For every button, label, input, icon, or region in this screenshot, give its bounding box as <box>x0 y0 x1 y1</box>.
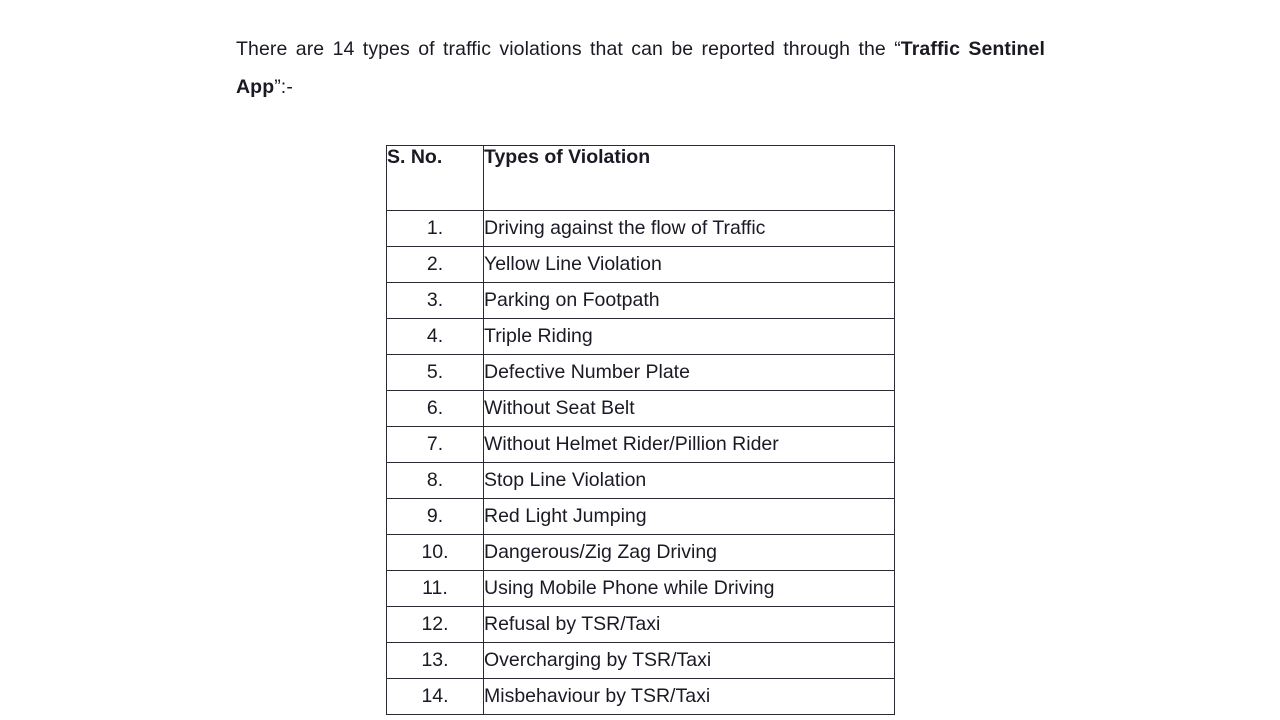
violations-table <box>386 145 895 715</box>
cell-serial-number: 10. <box>387 535 484 571</box>
table-row <box>387 463 895 499</box>
cell-violation-type: Misbehaviour by TSR/Taxi <box>484 679 895 715</box>
cell-violation-type: Dangerous/Zig Zag Driving <box>484 535 895 571</box>
cell-violation-type: Parking on Footpath <box>484 283 895 319</box>
cell-serial-number: 3. <box>387 283 484 319</box>
cell-serial-number: 4. <box>387 319 484 355</box>
cell-serial-number: 6. <box>387 391 484 427</box>
cell-violation-type: Defective Number Plate <box>484 355 895 391</box>
cell-violation-type: Triple Riding <box>484 319 895 355</box>
intro-text-part-1: There are 14 types of traffic violations that can be reported through the “ <box>236 37 901 60</box>
table-row <box>387 499 895 535</box>
table-row <box>387 319 895 355</box>
table-row <box>387 535 895 571</box>
cell-violation-type: Driving against the flow of Traffic <box>484 211 895 247</box>
intro-app-name: Traffic Sentinel App <box>236 37 1045 98</box>
table-row <box>387 607 895 643</box>
cell-violation-type: Red Light Jumping <box>484 499 895 535</box>
cell-serial-number: 2. <box>387 247 484 283</box>
cell-serial-number: 12. <box>387 607 484 643</box>
cell-violation-type: Without Helmet Rider/Pillion Rider <box>484 427 895 463</box>
cell-serial-number: 8. <box>387 463 484 499</box>
intro-text-part-2: ”:- <box>274 75 293 98</box>
table-row <box>387 391 895 427</box>
cell-violation-type: Yellow Line Violation <box>484 247 895 283</box>
cell-serial-number: 11. <box>387 571 484 607</box>
intro-paragraph <box>236 30 1045 106</box>
cell-serial-number: 14. <box>387 679 484 715</box>
column-header-types-of-violation: Types of Violation <box>484 146 895 211</box>
cell-serial-number: 9. <box>387 499 484 535</box>
table-row <box>387 355 895 391</box>
table-row <box>387 247 895 283</box>
cell-serial-number: 13. <box>387 643 484 679</box>
table-row <box>387 283 895 319</box>
table-row <box>387 643 895 679</box>
column-header-serial-number: S. No. <box>387 146 484 211</box>
cell-violation-type: Refusal by TSR/Taxi <box>484 607 895 643</box>
table-row <box>387 211 895 247</box>
cell-violation-type: Stop Line Violation <box>484 463 895 499</box>
table-row <box>387 427 895 463</box>
table-row <box>387 679 895 715</box>
table-header <box>387 146 895 211</box>
table-header-row <box>387 146 895 211</box>
cell-serial-number: 7. <box>387 427 484 463</box>
table-body <box>387 211 895 715</box>
cell-violation-type: Using Mobile Phone while Driving <box>484 571 895 607</box>
cell-serial-number: 1. <box>387 211 484 247</box>
cell-violation-type: Without Seat Belt <box>484 391 895 427</box>
cell-serial-number: 5. <box>387 355 484 391</box>
table-row <box>387 571 895 607</box>
cell-violation-type: Overcharging by TSR/Taxi <box>484 643 895 679</box>
